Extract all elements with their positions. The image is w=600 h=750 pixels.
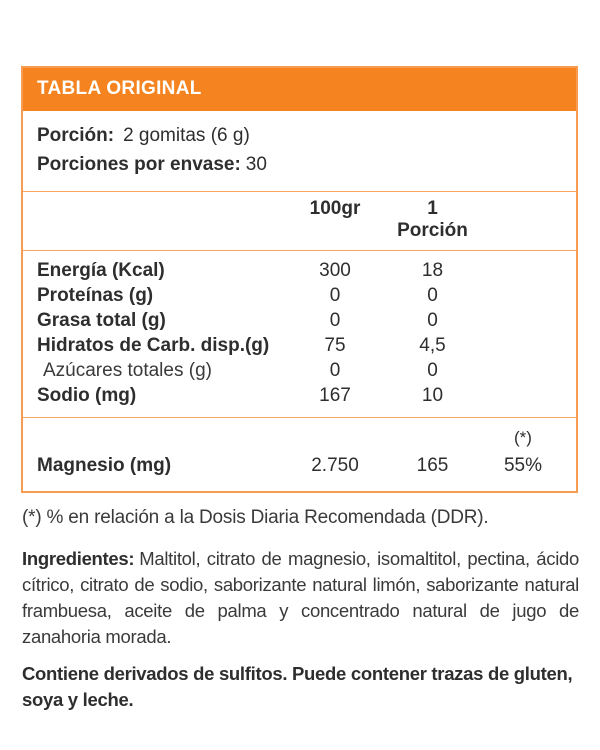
value-per-serving: 0 <box>427 310 438 331</box>
value-per-serving: 0 <box>427 285 438 306</box>
value-per-serving: 4,5 <box>419 335 446 356</box>
value-per-serving: 165 <box>416 455 449 476</box>
servings-per-container-value: 30 <box>245 154 267 175</box>
table-title: TABLA ORIGINAL <box>23 68 576 111</box>
value-per-100g: 0 <box>329 285 341 306</box>
value-per-100g: 300 <box>319 260 351 281</box>
nutrient-row-carbs <box>23 333 576 358</box>
serving-size-label: Porción: <box>37 125 115 146</box>
servings-per-container-row <box>37 150 562 179</box>
nutrient-label: Azúcares totales (g) <box>43 360 212 381</box>
magnesium-section <box>23 417 576 491</box>
value-per-serving: 18 <box>421 260 444 281</box>
servings-per-container-label: Porciones por envase: <box>37 154 241 175</box>
value-per-100g: 2.750 <box>311 455 359 476</box>
nutrient-label: Sodio (mg) <box>37 385 137 406</box>
ingredients-text: Maltitol, citrato de magnesio, isomaltitol, pectina, ácido cítrico, citrato de sodio, saborizante natural limón, saborizante natural frambuesa, aceite de palma y concentrado natural de jugo de zanahoria morada. <box>22 548 579 647</box>
ddr-marker: (*) <box>514 428 532 447</box>
nutrient-row-sugars <box>23 358 576 383</box>
ddr-marker-row <box>23 426 576 449</box>
serving-size-row <box>37 121 562 150</box>
nutrient-rows <box>23 251 576 417</box>
nutrient-label: Proteínas (g) <box>37 285 154 306</box>
nutrient-row-protein <box>23 283 576 308</box>
serving-size-value: 2 gomitas (6 g) <box>123 125 250 146</box>
ingredients-paragraph <box>22 546 579 650</box>
magnesium-row <box>23 453 576 478</box>
nutrient-label: Energía (Kcal) <box>37 260 165 281</box>
nutrient-row-sodium <box>23 383 576 408</box>
value-per-serving: 0 <box>427 360 438 381</box>
ingredients-label: Ingredientes: <box>22 548 135 569</box>
column-header-serving: 1 Porción <box>397 198 468 241</box>
serving-info <box>23 111 576 191</box>
value-per-serving: 10 <box>421 385 444 406</box>
allergen-warning: Contiene derivados de sulfitos. Puede contener trazas de gluten, soya y leche. <box>22 663 573 710</box>
footnote-text: (*) % en relación a la Dosis Diaria Recomendada (DDR). <box>22 507 489 528</box>
nutrient-row-fat <box>23 308 576 333</box>
nutrient-label: Magnesio (mg) <box>37 455 172 476</box>
value-per-100g: 167 <box>319 385 351 406</box>
nutrition-table <box>21 66 578 493</box>
value-per-100g: 0 <box>329 310 341 331</box>
column-header-100g: 100gr <box>309 198 361 219</box>
value-ddr-percent: 55% <box>503 455 543 476</box>
nutrient-label: Grasa total (g) <box>37 310 166 331</box>
value-per-100g: 75 <box>324 335 346 356</box>
nutrient-label: Hidratos de Carb. disp.(g) <box>37 335 270 356</box>
column-header-row <box>23 191 576 251</box>
nutrient-row-energy <box>23 258 576 283</box>
value-per-100g: 0 <box>329 360 341 381</box>
